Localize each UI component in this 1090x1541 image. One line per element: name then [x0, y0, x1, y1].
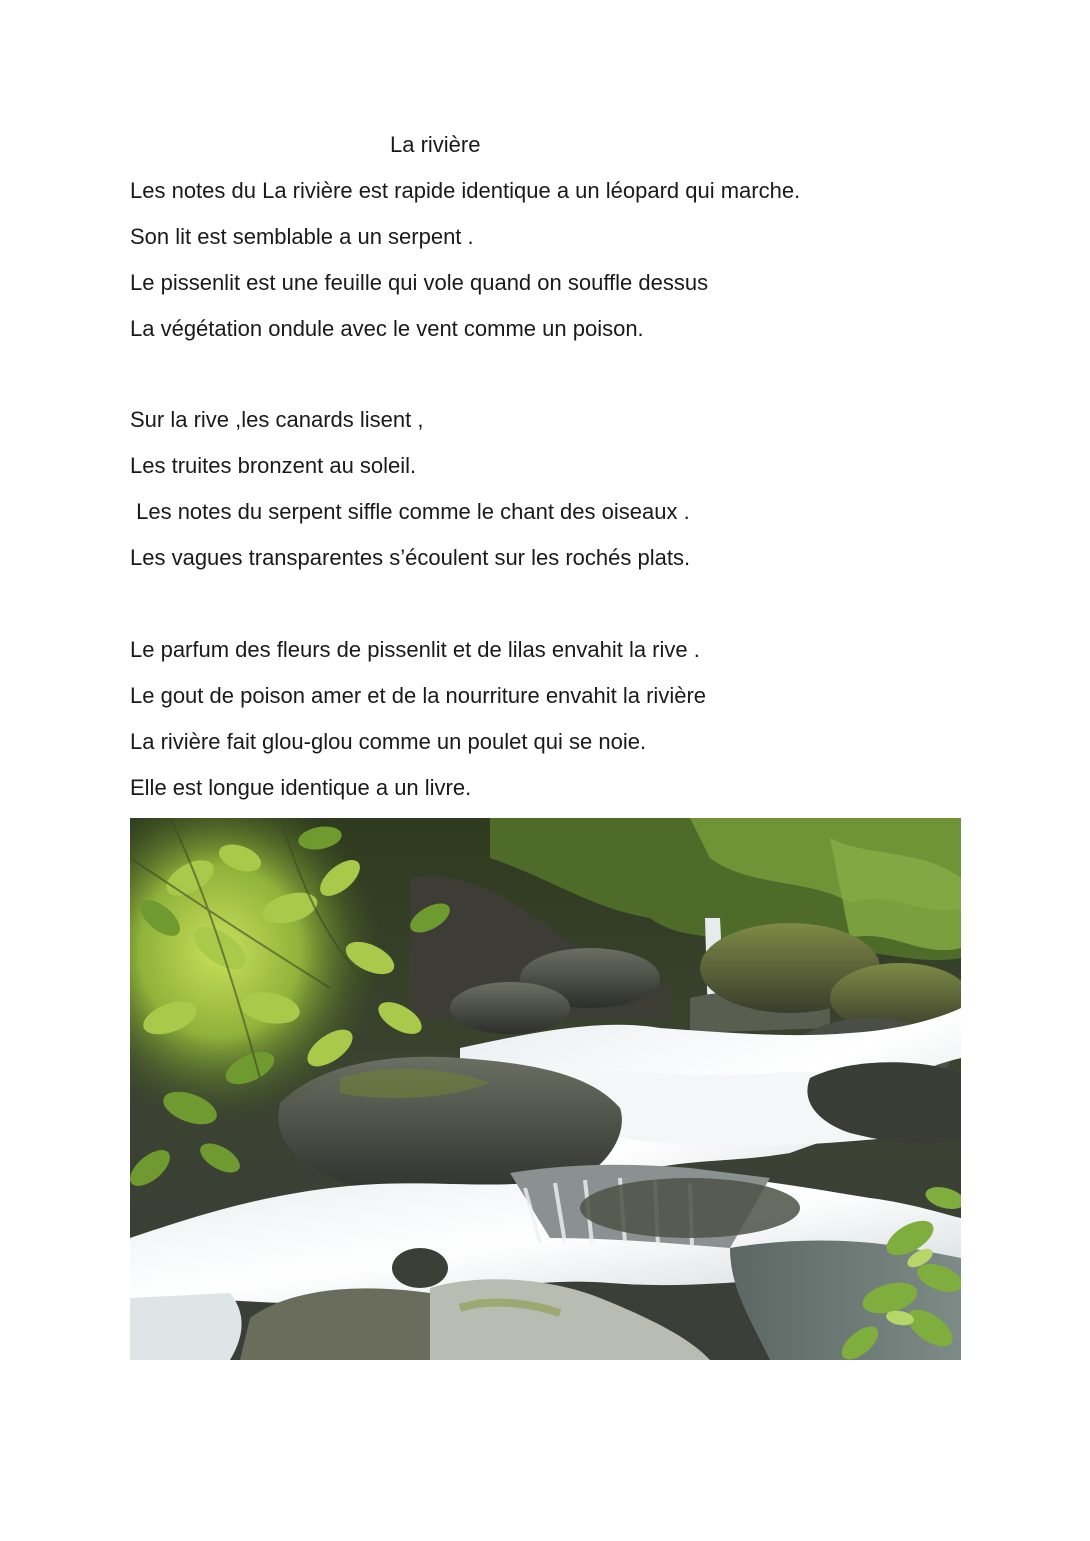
poem-line: Le gout de poison amer et de la nourriture envahit la rivière — [130, 683, 707, 708]
river-photo — [130, 818, 961, 1360]
poem-line: Elle est longue identique a un livre. — [130, 775, 472, 800]
poem-line: Le pissenlit est une feuille qui vole quand on souffle dessus — [130, 270, 709, 295]
poem-title: La rivière — [390, 132, 481, 157]
poem-line: Les notes du La rivière est rapide identique a un léopard qui marche. — [130, 178, 801, 203]
poem-line: Les notes du serpent siffle comme le chant des oiseaux . — [130, 499, 690, 524]
poem-line: Les vagues transparentes s’écoulent sur les rochés plats. — [130, 545, 691, 570]
poem-line: La rivière fait glou-glou comme un poulet qui se noie. — [130, 729, 647, 754]
poem-line: La végétation ondule avec le vent comme un poison. — [130, 316, 644, 341]
poem-line: Le parfum des fleurs de pissenlit et de lilas envahit la rive . — [130, 637, 700, 662]
poem-line: Son lit est semblable a un serpent . — [130, 224, 474, 249]
poem-line: Sur la rive ,les canards lisent , — [130, 407, 424, 432]
poem-line: Les truites bronzent au soleil. — [130, 453, 417, 478]
